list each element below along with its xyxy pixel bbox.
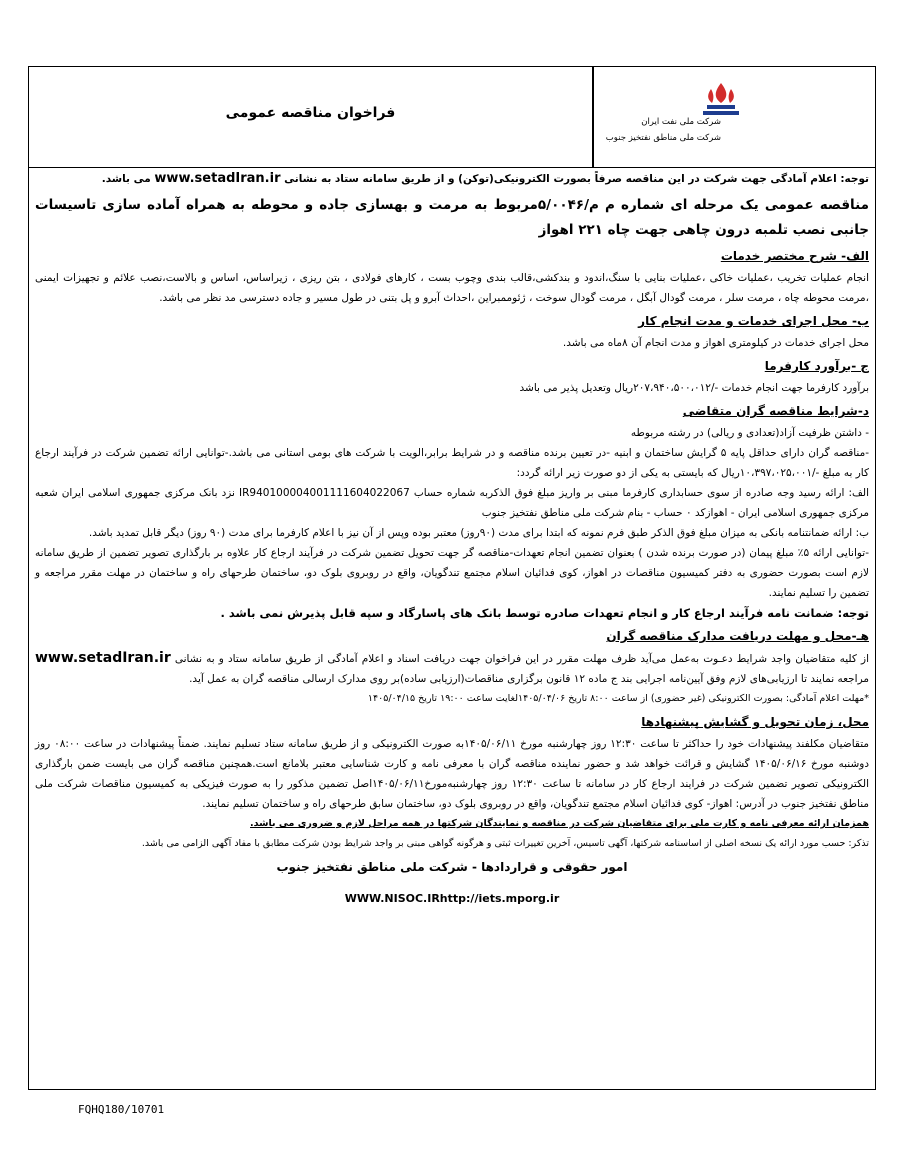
setad-link-2[interactable]: www.setadIran.ir [35,650,171,666]
section-he-text1: از کلیه متقاضیان واجد شرایط دعـوت به‌عمل می‌آید ظرف مهلت مقرر در این فراخوان جهت دریافت اسناد و اعلام آمادگی از طریق سامانه ستاد و به نشانی [174,653,869,665]
section-he-text2: مراجعه نمایند تا ارزیابی‌های لازم وفق آیین‌نامه اجرایی بند ج ماده ۱۲ قانون برگزاری مناقصات(ارزیابی ساده)بر روی مدارک ارسالی مناقصه گران به عمل آید. [189,673,869,685]
list-item: -مناقصه گران دارای حداقل پایه ۵ گرایش ساختمان و ابنیه -در تعیین برنده مناقصه و در شرایط برابر،الویت با شرکت های بومی استانی می باشد.-توانایی ارائه تضمین شرکت در فرآیند ارجاع کار به مبلغ -/۱۰،۳۹۷،۰۲۵،۰۰۱ریال که بایستی به یکی از دو صورت زیر ارائه گردد: [35,447,869,479]
list-item: -توانایی ارائه ۵٪ مبلغ پیمان (در صورت برنده شدن ) بعنوان تضمین انجام تعهدات-مناقصه گر جهت تحویل تضمین شرکت در فرآیند ارجاع کار علاوه بر بارگذاری تصویر تضمین از طریق سامانه لازم است بصورت حضوری به دفتر کمیسیون مناقصات در اهواز، کوی فدائیان اسلام مجتمع تندگویان، واقع در روبروی بلوک دو، ساختمان طرحهای راه و ساختمان در مهلت مقرر مراجعه و تضمین را تسلیم نمایند. [35,547,869,599]
section-he-heading: هـ-محل و مهلت دریافت مدارک مناقصه گران [606,629,869,643]
setad-link[interactable]: www.setadIran.ir [154,171,281,186]
notice-tail: می باشد. [101,173,151,185]
guarantee-note: توجه: ضمانت نامه فرآیند ارجاع کار و انجام تعهدات صادره توسط بانک های پاسارگاد و سپه قابل پذیرش نمی باشد . [220,606,869,620]
section-delivery-heading: محل، زمان تحویل و گشایش پیشنهادها [641,715,869,729]
notice-frame [28,66,876,1090]
electronic-notice [35,169,869,189]
list-item: الف: ارائه رسید وجه صادره از سوی حسابداری کارفرما مبنی بر واریز مبلغ فوق الذکربه شماره حساب IR940100004001111604022067 نزد بانک مرکزی جمهوری اسلامی ایران شعبه مرکزی جمهوری اسلامی ایران - اهوازکد ۰ حساب - بنام شرکت ملی مناطق نفتخیز جنوب [35,487,869,519]
section-he-text [35,648,869,689]
id-note: همزمان ارائه معرفی نامه و کارت ملی برای متقاضیان شرکت در مناقصه و نمایندگان شرکتها در همه مراحل لازم و ضروری می باشد. [250,818,869,829]
section-jim-heading: ج -برآورد کارفرما [764,359,869,373]
tender-title: مناقصه عمومی یک مرحله ای شماره م م/۵/۰۰۴۶مربوط به مرمت و بهسازی جاده و محوطه به همراه آماده سازی تاسیسات جانبی نصب تلمبه درون چاهی جهت چاه ۲۲۱ اهواز [35,197,869,238]
company-name: شرکت ملی نفت ایران [641,117,721,127]
header [29,67,875,168]
section-alef-text: انجام عملیات تخریب ،عملیات خاکی ،عملیات بنایی با سنگ،اندود و بندکشی،قالب بندی وچوب بست ، کارهای فولادی ، بتن ریزی ، زیراساس، اساس و بالاست،نصب علائم و تجهیزات ایمنی ،مرمت محوطه چاه ، مرمت سلر ، مرمت گودال آبگل ، مرمت گودال سوخت ، ژئوممبراین ،احداث آبرو و پل بتنی در طول مسیر و جاده دسترسی مد نظر می باشد. [35,272,869,304]
section-dal-heading: د-شرایط مناقصه گران متقاضی [682,404,869,418]
notice-body [35,169,869,919]
section-alef-heading: الف- شرح مختصر خدمات [720,249,869,263]
section-be-text: محل اجرای خدمات در کیلومتری اهواز و مدت انجام آن ۸ماه می باشد. [562,337,869,349]
list-item: - داشتن ظرفیت آزاد(تعدادی و ریالی) در رشته مربوطه [630,427,869,439]
list-item: ب: ارائه ضمانتنامه بانکی به میزان مبلغ فوق الذکر طبق فرم نمونه که ابتدا برای مدت (۹۰روز) معتبر بوده وپس از آن نیز با اعلام کارفرما برای مدت (۹۰ روز) دیگر قابل تمدید باشد. [88,527,869,539]
signature: امور حقوقی و قراردادها - شرکت ملی مناطق نفتخیز جنوب [276,860,628,874]
section-jim-text: برآورد کارفرما جهت انجام خدمات -/۲۰۷،۹۴۰،۵۰۰،۰۱۲ریال وتعدیل پذیر می باشد [519,382,869,394]
footer-urls[interactable]: WWW.NISOC.IRhttp://iets.mporg.ir [344,892,560,905]
page-title: فراخوان مناقصه عمومی [225,105,396,121]
notice-text: توجه: اعلام آمادگی جهت شرکت در این مناقصه صرفاً بصورت الکترونیکی(توکن) و از طریق سامانه ستاد به نشانی [284,173,869,185]
section-delivery-text: متقاضیان مکلفند پیشنهادات خود را حداکثر تا ساعت ۱۲:۳۰ روز چهارشنبه مورخ ۱۴۰۵/۰۶/۱۱به صورت الکترونیکی و از طریق سامانه ستاد تسلیم نمایند. ضمناً پیشنهادات در ساعت ۰۸:۰۰ روز دوشنبه مورخ ۱۴۰۵/۰۶/۱۶ گشایش و قرائت خواهد شد و حضور نماینده مناقصه گران با معرفی نامه و کارت شناسایی معتبر بلامانع است.همچنین مناقصه گران می بایست ضمن بارگذاری الکترونیکی تصویر تضمین شرکت در فرایند ارجاع کار در سامانه تا ساعت ۱۲:۳۰ روز چهارشنبه‌مورخ۱۴۰۵/۰۶/۱۱اصل تضمین مذکور را به صورت فیزیکی به کمیسیون مناقصات شرکت ملی مناطق نفتخیز جنوب در آدرس: اهواز- کوی فدائیان اسلام مجتمع تندگویان، واقع در روبروی بلوک دو، ساختمان سابق طرحهای راه و ساختمان تسلیم نمایند. [35,738,870,810]
deadline-text: *مهلت اعلام آمادگی: بصورت الکترونیکی (غیر حضوری) از ساعت ۸:۰۰ تاریخ ۱۴۰۵/۰۴/۰۶لغایت ساعت ۱۹:۰۰ تاریخ ۱۴۰۵/۰۴/۱۵ [367,693,869,704]
form-code: FQHQ180/10701 [78,1103,165,1116]
reminder-note: تذکر: حسب مورد ارائه یک نسخه اصلی از اساسنامه شرکتها، آگهی تاسیس، آخرین تغییرات ثبتی و هرگونه گواهی مبنی بر واجد شرایط بودن شرکت مطابق با مفاد آگهی الزامی می باشد. [141,838,869,849]
subsidiary-name: شرکت ملی مناطق نفتخیز جنوب [605,133,721,143]
section-be-heading: ب- محل اجرای خدمات و مدت انجام کار [638,314,869,328]
logo-box [594,67,877,167]
